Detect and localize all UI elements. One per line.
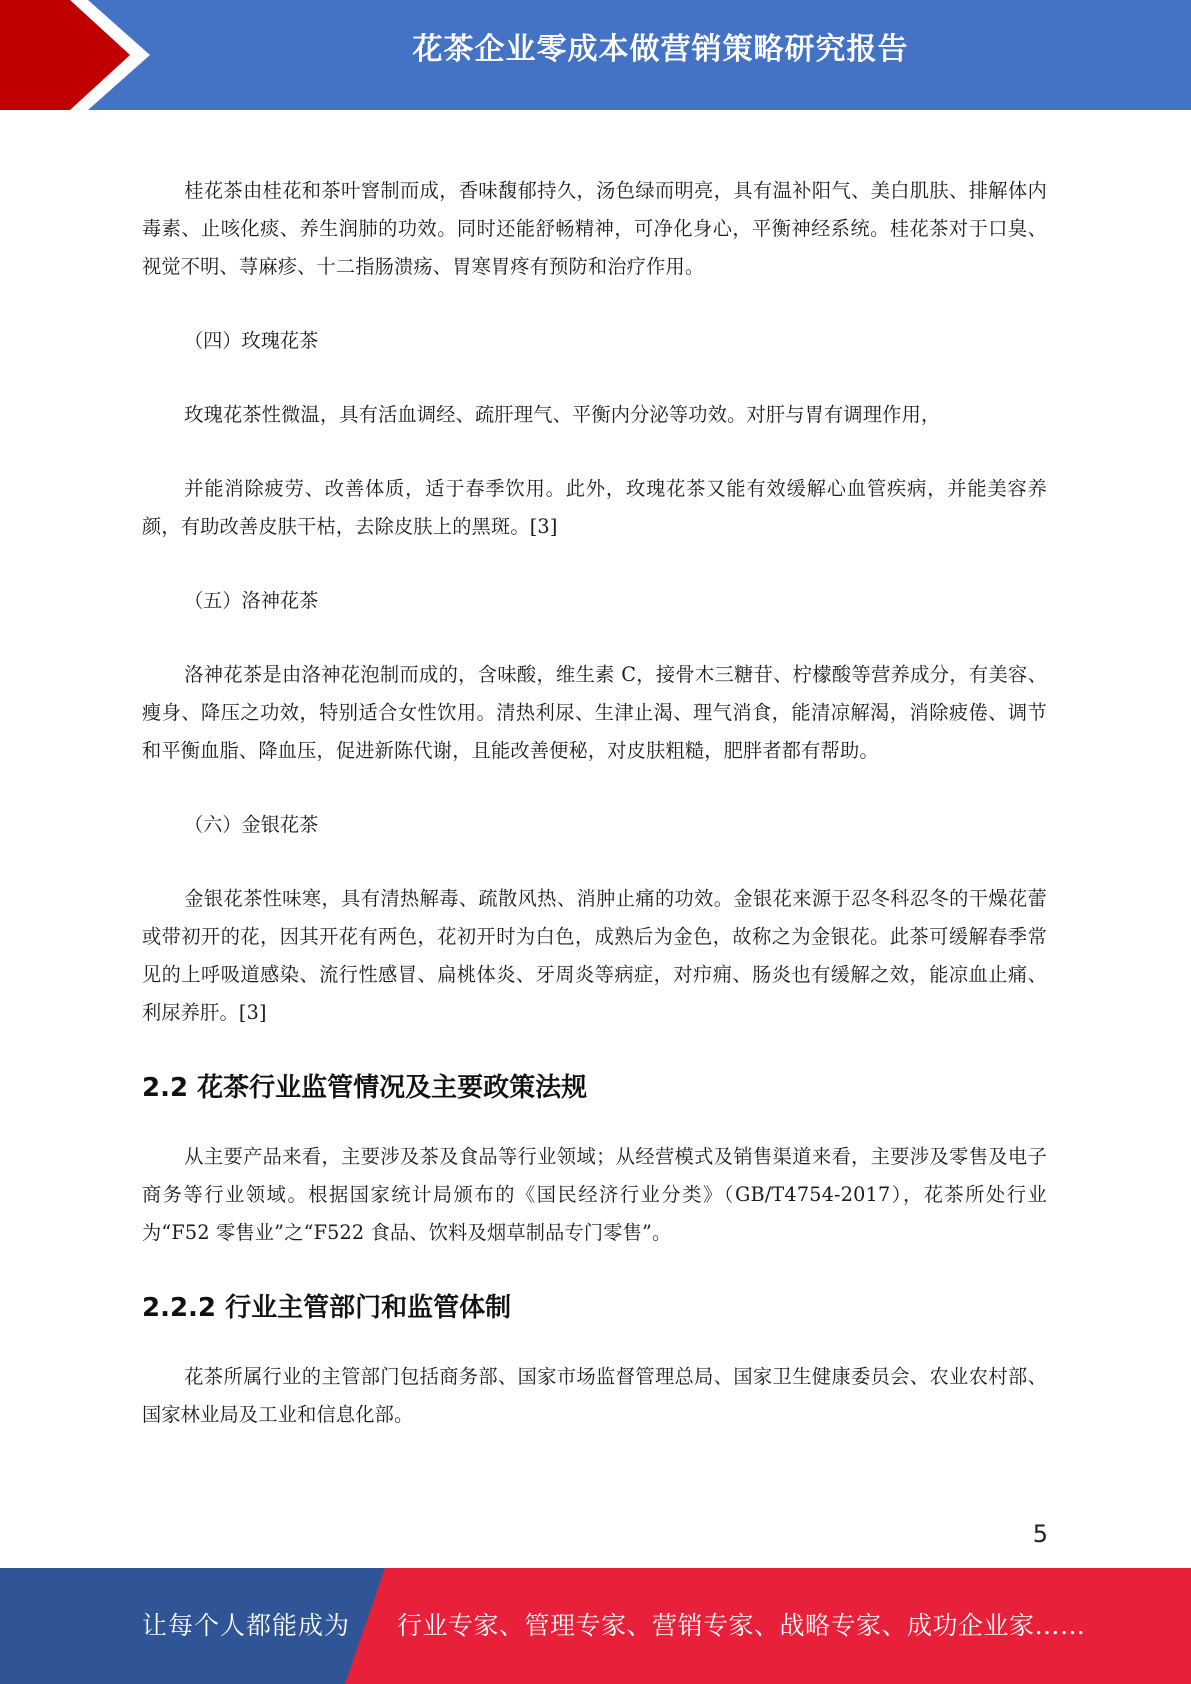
page-footer bbox=[0, 1568, 1191, 1684]
subheading-roselle-tea: （五）洛神花茶 bbox=[184, 589, 319, 612]
page-content bbox=[142, 172, 1047, 1470]
paragraph-regulatory-departments: 花茶所属行业的主管部门包括商务部、国家市场监督管理总局、国家卫生健康委员会、农业农村部、国家林业局及工业和信息化部。 bbox=[142, 1365, 1047, 1426]
paragraph-honeysuckle-tea: 金银花茶性味寒，具有清热解毒、疏散风热、消肿止痛的功效。金银花来源于忍冬科忍冬的干燥花蕾或带初开的花，因其开花有两色，花初开时为白色，成熟后为金色，故称之为金银花。此茶可缓解春季常见的上呼吸道感染、流行性感冒、扁桃体炎、牙周炎等病症，对疖痈、肠炎也有缓解之效，能凉血止痛、利尿养肝。[3] bbox=[142, 887, 1047, 1024]
footer-slogan-right: 行业专家、管理专家、营销专家、战略专家、成功企业家…… bbox=[397, 1611, 1086, 1640]
paragraph-roselle-tea: 洛神花茶是由洛神花泡制而成的，含味酸，维生素 C，接骨木三糖苷、柠檬酸等营养成分，有美容、瘦身、降压之功效，特别适合女性饮用。清热利尿、生津止渴、理气消食，能清凉解渴，消除疲倦、调节和平衡血脂、降血压，促进新陈代谢，且能改善便秘，对皮肤粗糙，肥胖者都有帮助。 bbox=[142, 663, 1047, 762]
section-heading-2-2: 2.2 花茶行业监管情况及主要政策法规 bbox=[142, 1073, 588, 1103]
paragraph-rose-tea-2: 并能消除疲劳、改善体质，适于春季饮用。此外，玫瑰花茶又能有效缓解心血管疾病，并能美容养颜，有助改善皮肤干枯，去除皮肤上的黑斑。[3] bbox=[142, 477, 1047, 538]
paragraph-rose-tea-1: 玫瑰花茶性微温，具有活血调经、疏肝理气、平衡内分泌等功效。对肝与胃有调理作用， bbox=[184, 403, 941, 426]
subheading-honeysuckle-tea: （六）金银花茶 bbox=[184, 813, 319, 836]
footer-slogan-left: 让每个人都能成为 bbox=[142, 1611, 351, 1640]
subheading-rose-tea: （四）玫瑰花茶 bbox=[184, 329, 319, 352]
page-header bbox=[0, 0, 1191, 110]
paragraph-industry-classification: 从主要产品来看，主要涉及茶及食品等行业领域；从经营模式及销售渠道来看，主要涉及零售及电子商务等行业领域。根据国家统计局颁布的《国民经济行业分类》（GB/T4754-2017），花茶所处行业为“F52 零售业”之“F522 食品、饮料及烟草制品专门零售”。 bbox=[142, 1145, 1047, 1244]
page-number: 5 bbox=[1032, 1520, 1048, 1548]
paragraph-osmanthus-tea: 桂花茶由桂花和茶叶窨制而成，香味馥郁持久，汤色绿而明亮，具有温补阳气、美白肌肤、排解体内毒素、止咳化痰、养生润肺的功效。同时还能舒畅精神，可净化身心，平衡神经系统。桂花茶对于口臭、视觉不明、荨麻疹、十二指肠溃疡、胃寒胃疼有预防和治疗作用。 bbox=[142, 179, 1047, 278]
section-heading-2-2-2: 2.2.2 行业主管部门和监管体制 bbox=[142, 1293, 512, 1323]
report-title: 花茶企业零成本做营销策略研究报告 bbox=[412, 32, 909, 67]
